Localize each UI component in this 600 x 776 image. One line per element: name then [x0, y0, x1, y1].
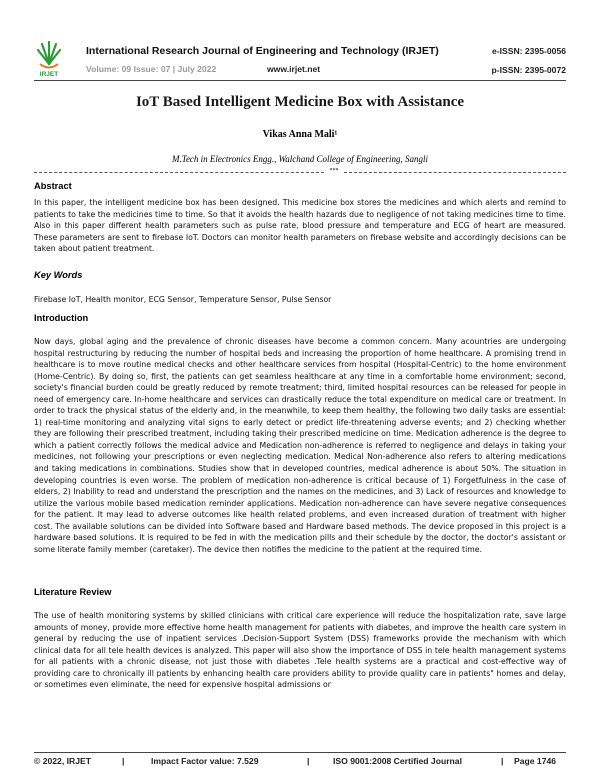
p-issn: p-ISSN: 2395-0072: [491, 65, 566, 75]
footer-impact-factor: Impact Factor value: 7.529: [151, 756, 259, 766]
footer-copyright: © 2022, IRJET: [34, 756, 91, 766]
page-footer: [34, 756, 566, 772]
author-affiliation: M.Tech in Electronics Engg., Walchand College of Engineering, Sangli: [172, 154, 428, 164]
keywords-heading: Key Words: [34, 270, 83, 280]
journal-name: International Research Journal of Engineering and Technology (IRJET): [86, 45, 439, 57]
introduction-heading: Introduction: [34, 313, 89, 323]
paper-author: Vikas Anna Mali¹: [262, 129, 338, 140]
volume-issue: Volume: 09 Issue: 07 | July 2022: [86, 64, 217, 74]
paper-title: IoT Based Intelligent Medicine Box with Assistance: [135, 94, 465, 110]
journal-header: [34, 40, 566, 82]
header-divider: [34, 80, 566, 81]
journal-website-link[interactable]: www.irjet.net: [267, 64, 321, 74]
separator-dash-left: [34, 172, 324, 173]
svg-text:IRJET: IRJET: [39, 71, 59, 78]
footer-iso-certification: ISO 9001:2008 Certified Journal: [333, 756, 462, 766]
footer-page-number: Page 1746: [514, 756, 557, 766]
footer-separator: |: [501, 756, 504, 766]
literature-review-heading: Literature Review: [34, 587, 112, 597]
journal-logo: [34, 40, 64, 78]
separator-dash-right: [344, 172, 566, 173]
footer-separator: |: [122, 756, 125, 766]
literature-review-text: The use of health monitoring systems by skilled clinicians with critical care experience will reduce the hospitalization rate, save large amounts of money, provide more effective home health management for patients with diabetes, and improve the health care system in general by reducing the use of inpatient services .Decision-Support System (DSS) frameworks provide the mechanism with which clinical data for all tele health devices is analyzed. This paper will also show the importance of DSS in tele health management systems for all patients with a chronic disease, not just those with diabetes .Tele health systems are a practical and cost-effective way of providing care to chronically ill patients by enhancing health care providers ability to provide quality care in patients" homes and delay, or sometimes even eliminate, the need for expensive hospital admissions or: [34, 611, 566, 690]
leaf-fan-logo-icon: [34, 40, 64, 78]
section-separator: [34, 168, 566, 176]
abstract-heading: Abstract: [34, 181, 72, 191]
e-issn: e-ISSN: 2395-0056: [491, 46, 566, 56]
introduction-text: Now days, global aging and the prevalence of chronic diseases have become a common concern. Many acountries are undergoing hospital restructuring by reducing the number of hospital beds and increasing the proportion of home healthcare. A promising trend in healthcare is to move routine medical checks and other healthcare services from hospital (Hospital-Centric) to the home environment (Home-Centric). By doing so, first, the patients can get seamless healthcare at any time in a comfortable home environment; second, society's financial burden could be greatly reduced by remote treatment; third, limited hospital resources can be released for people in need of emergency care. In-home healthcare and services can drastically reduce the total expenditure on medical care or treatment. In order to track the physical status of the elderly and, in the meanwhile, to keep them healthy, the following two daily tasks are essential: 1) real-time monitoring and analyzing vital signs to early detect or predict life-threatening adverse events; and 2) checking whether they are following their prescribed treatment, including taking their prescribed medicine on time. Medication adherence is the degree to which a patient correctly follows the medical advice and Medication non-adherence is referred to negligence and delays in taking your medicines, not following your prescriptions or even neglecting medication. Medical Non-adherence also refers to altering medications and taking medications in combinations. Studies show that in developed countries, medical adherence is about 50%. The situation in developing countries is even worse. The problem of medication non-adherence is critical because of 1) Forgetfulness in the case of elders, 2) Inability to read and understand the prescription and the names on the medicines, and 3) Lack of resources and knowledge to utilize the various mobile based medication reminder applications. Medication non-adherence can have severe negative consequences for the patient. It may lead to adverse outcomes like health related problems, and even increased duration of treatment with higher cost. The available solutions can be divided into Software based and Hardware based methods. The device proposed in this project is a hardware based solutions. It is required to be fed in with the medication pills and their schedule by the doctor, the doctor's assistant or some literate family member (caretaker). The device then notifies the medicine to the patient at the required time.: [34, 337, 566, 554]
footer-divider: [34, 752, 566, 753]
separator-mark: ***: [329, 168, 339, 174]
keywords-text: Firebase IoT, Health monitor, ECG Sensor, Temperature Sensor, Pulse Sensor: [34, 295, 332, 304]
footer-separator: |: [307, 756, 310, 766]
abstract-text: In this paper, the intelligent medicine box has been designed. This medicine box stores the medicines and which alerts and remind to patients to take the medicines time to time. So that it avoids the health hazards due to negligence of not taking medicines time to time. Also in this paper different health parameters such as pulse rate, blood pressure and temperature and ECG of heart are measured. These parameters are sent to firebase IoT. Doctors can monitor health parameters on firebase website and accordingly decisions can be taken about patient treatment.: [34, 198, 566, 254]
